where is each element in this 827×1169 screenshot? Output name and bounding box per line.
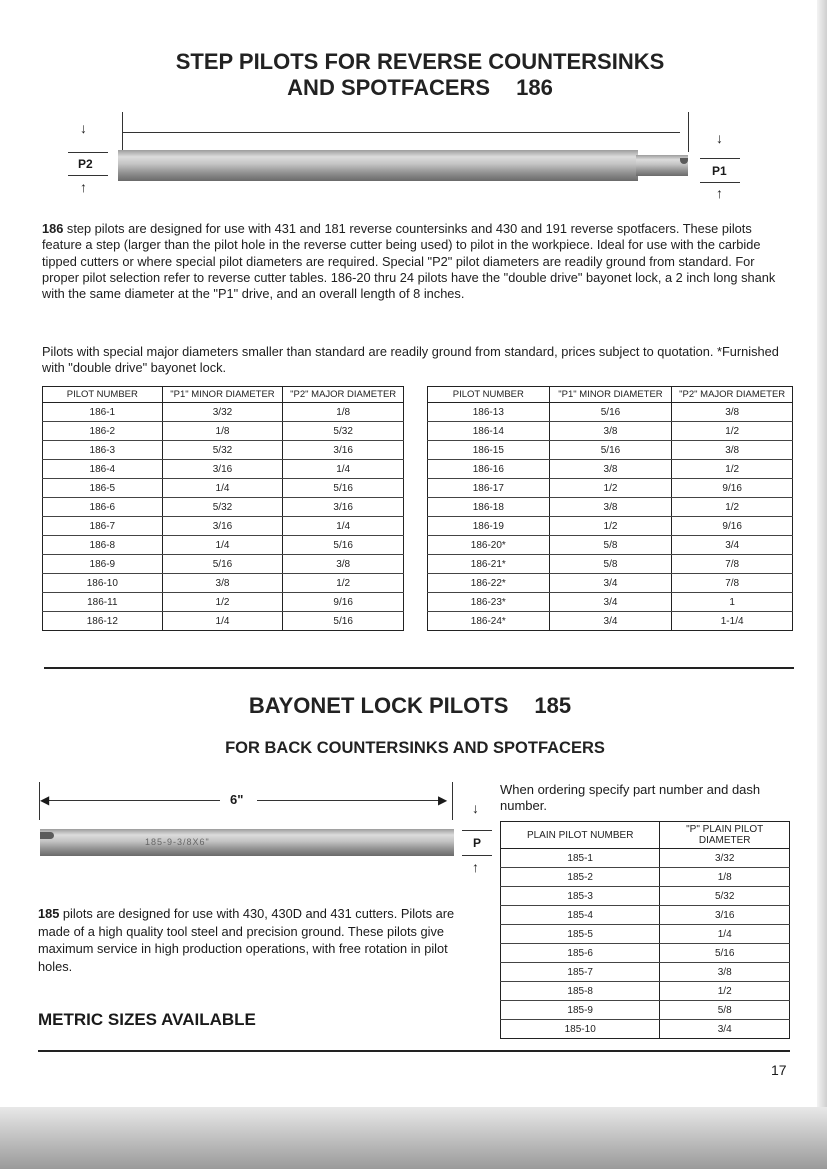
title-line-2: AND SPOTFACERS	[287, 75, 491, 100]
bayonet-rod	[40, 829, 454, 856]
table-row	[43, 574, 404, 593]
table-cell: 3/16	[283, 441, 404, 460]
table-cell: 3/32	[162, 403, 283, 422]
table-cell: 186-8	[43, 536, 163, 555]
title-line-1: STEP PILOTS FOR REVERSE COUNTERSINKS	[175, 49, 665, 74]
step-desc-num: 186	[42, 221, 64, 236]
table-cell: 9/16	[283, 593, 404, 612]
length-label: 6"	[230, 792, 244, 807]
table-cell: 1/4	[162, 612, 283, 631]
scan-edge-right	[817, 0, 827, 1169]
arrow-down-icon: ↓	[472, 800, 479, 816]
table-cell: 5/16	[660, 944, 790, 963]
table-cell: 5/32	[162, 441, 283, 460]
p1-dim-line-bottom	[700, 182, 740, 183]
table-cell: 186-3	[43, 441, 163, 460]
table-row	[43, 517, 404, 536]
table-cell: 185-7	[501, 963, 660, 982]
table-cell: 5/8	[549, 555, 672, 574]
table-cell: 185-8	[501, 982, 660, 1001]
table-cell: 186-22*	[428, 574, 550, 593]
table-cell: 9/16	[672, 479, 793, 498]
table-cell: 186-16	[428, 460, 550, 479]
table-cell: 3/8	[549, 498, 672, 517]
table-row	[501, 944, 790, 963]
table-cell: 3/16	[660, 906, 790, 925]
table-header-row	[501, 822, 790, 849]
table-row	[501, 963, 790, 982]
section-divider	[44, 667, 794, 669]
length-tick-right	[452, 782, 453, 820]
table-row	[428, 422, 793, 441]
table-cell: 7/8	[672, 574, 793, 593]
step-pilots-title	[100, 49, 740, 101]
table-cell: 186-1	[43, 403, 163, 422]
table-row	[501, 1020, 790, 1039]
table-cell: 1/2	[672, 498, 793, 517]
table-cell: 5/32	[283, 422, 404, 441]
header-p1-minor: "P1" MINOR DIAMETER	[162, 387, 283, 403]
order-note: When ordering specify part number and dash number.	[500, 782, 761, 813]
step-description	[42, 221, 792, 302]
table-cell: 5/16	[283, 612, 404, 631]
table-cell: 186-5	[43, 479, 163, 498]
table-cell: 3/8	[549, 460, 672, 479]
bayonet-table	[500, 821, 790, 1039]
table-cell: 3/16	[162, 460, 283, 479]
table-cell: 5/8	[660, 1001, 790, 1020]
table-row	[501, 849, 790, 868]
scan-edge-bottom	[0, 1107, 827, 1169]
arrow-down-icon: ↓	[80, 120, 87, 136]
table-cell: 1/4	[283, 517, 404, 536]
table-cell: 5/8	[549, 536, 672, 555]
footer-divider	[38, 1050, 790, 1052]
table-cell: 186-9	[43, 555, 163, 574]
table-cell: 3/4	[549, 593, 672, 612]
header-p2-major: "P2" MAJOR DIAMETER	[283, 387, 404, 403]
arrow-left-icon: ◀	[40, 793, 50, 807]
table-cell: 1/8	[162, 422, 283, 441]
table-cell: 1/4	[283, 460, 404, 479]
table-cell: 186-11	[43, 593, 163, 612]
table-row	[43, 479, 404, 498]
bayonet-title	[150, 693, 670, 719]
bayonet-title-text: BAYONET LOCK PILOTS	[248, 693, 509, 718]
table-cell: 1/8	[283, 403, 404, 422]
table-cell: 185-10	[501, 1020, 660, 1039]
table-cell: 186-10	[43, 574, 163, 593]
arrow-up-icon: ↑	[716, 185, 723, 201]
table-cell: 3/4	[549, 612, 672, 631]
page-number: 17	[771, 1062, 787, 1078]
table-cell: 1/4	[162, 536, 283, 555]
table-cell: 1	[672, 593, 793, 612]
header-pilot-number: PILOT NUMBER	[428, 387, 550, 403]
table-row	[501, 887, 790, 906]
table-cell: 1-1/4	[672, 612, 793, 631]
table-cell: 185-2	[501, 868, 660, 887]
table-cell: 5/16	[283, 479, 404, 498]
length-line	[122, 132, 680, 133]
bayonet-rod-slot	[40, 832, 54, 839]
table-cell: 3/4	[660, 1020, 790, 1039]
length-tick-right	[688, 112, 689, 152]
header-plain-pilot-diameter: "P" PLAIN PILOT DIAMETER	[660, 822, 790, 849]
table-row	[501, 925, 790, 944]
table-header-row	[43, 387, 404, 403]
title-number: 186	[516, 75, 553, 100]
table-row	[43, 536, 404, 555]
header-pilot-number: PILOT NUMBER	[43, 387, 163, 403]
table-row	[428, 498, 793, 517]
table-cell: 1/2	[672, 422, 793, 441]
length-line-right	[257, 800, 443, 801]
table-cell: 186-23*	[428, 593, 550, 612]
p-label: P	[473, 836, 482, 850]
table-cell: 186-24*	[428, 612, 550, 631]
table-cell: 3/8	[672, 403, 793, 422]
table-cell: 186-13	[428, 403, 550, 422]
table-cell: 5/16	[549, 403, 672, 422]
table-cell: 186-7	[43, 517, 163, 536]
table-cell: 3/8	[283, 555, 404, 574]
bayonet-title-number: 185	[534, 693, 572, 718]
table-row	[428, 574, 793, 593]
table-row	[43, 403, 404, 422]
table-cell: 186-6	[43, 498, 163, 517]
table-cell: 186-17	[428, 479, 550, 498]
table-row	[428, 536, 793, 555]
table-cell: 186-21*	[428, 555, 550, 574]
table-cell: 185-6	[501, 944, 660, 963]
table-row	[501, 982, 790, 1001]
table-cell: 186-15	[428, 441, 550, 460]
table-cell: 3/8	[549, 422, 672, 441]
table-cell: 5/16	[283, 536, 404, 555]
table-cell: 1/4	[660, 925, 790, 944]
p2-dim-line-top	[68, 152, 108, 153]
table-cell: 7/8	[672, 555, 793, 574]
arrow-up-icon: ↑	[472, 859, 479, 875]
bayonet-description	[38, 905, 478, 975]
arrow-up-icon: ↑	[80, 179, 87, 195]
table-row	[501, 1001, 790, 1020]
table-row	[428, 441, 793, 460]
table-row	[43, 555, 404, 574]
table-cell: 1/2	[283, 574, 404, 593]
table-row	[428, 460, 793, 479]
table-cell: 3/16	[162, 517, 283, 536]
table-row	[43, 612, 404, 631]
step-table-left	[42, 386, 404, 631]
table-cell: 185-9	[501, 1001, 660, 1020]
length-line-left	[42, 800, 220, 801]
table-row	[428, 593, 793, 612]
table-cell: 1/2	[549, 479, 672, 498]
table-row	[428, 517, 793, 536]
pilot-rod-major	[118, 150, 638, 181]
header-p1-minor: "P1" MINOR DIAMETER	[549, 387, 672, 403]
table-cell: 186-14	[428, 422, 550, 441]
table-cell: 186-12	[43, 612, 163, 631]
table-cell: 5/32	[162, 498, 283, 517]
p-dim-line-bottom	[462, 855, 492, 856]
table-cell: 5/32	[660, 887, 790, 906]
table-cell: 185-4	[501, 906, 660, 925]
table-row	[428, 612, 793, 631]
arrow-right-icon: ▶	[438, 793, 448, 807]
table-cell: 3/4	[672, 536, 793, 555]
bayonet-subtitle: FOR BACK COUNTERSINKS AND SPOTFACERS	[225, 739, 605, 757]
table-cell: 185-1	[501, 849, 660, 868]
table-cell: 1/2	[162, 593, 283, 612]
table-row	[43, 593, 404, 612]
table-row	[428, 403, 793, 422]
table-cell: 1/8	[660, 868, 790, 887]
table-cell: 186-19	[428, 517, 550, 536]
step-table-right	[427, 386, 793, 631]
table-row	[43, 460, 404, 479]
table-cell: 5/16	[162, 555, 283, 574]
rod-marking: 185-9-3/8X6"	[145, 837, 210, 847]
table-cell: 3/32	[660, 849, 790, 868]
p-dim-line-top	[462, 830, 492, 831]
title-line-2-wrap	[100, 75, 740, 101]
table-row	[43, 441, 404, 460]
table-cell: 3/16	[283, 498, 404, 517]
table-cell: 185-3	[501, 887, 660, 906]
table-cell: 185-5	[501, 925, 660, 944]
table-row	[428, 555, 793, 574]
table-cell: 1/2	[660, 982, 790, 1001]
table-cell: 186-20*	[428, 536, 550, 555]
table-row	[501, 868, 790, 887]
table-cell: 186-4	[43, 460, 163, 479]
header-plain-pilot-number: PLAIN PILOT NUMBER	[501, 822, 660, 849]
table-cell: 3/8	[672, 441, 793, 460]
table-cell: 3/8	[162, 574, 283, 593]
metric-sizes-heading: METRIC SIZES AVAILABLE	[38, 1010, 256, 1029]
arrow-down-icon: ↓	[716, 130, 723, 146]
table-row	[501, 906, 790, 925]
bayonet-desc-text: pilots are designed for use with 430, 430D and 431 cutters. Pilots are made of a high quality tool steel and precision ground. These pilots give maximum service in high production operations, with free rotation in pilot holes.	[38, 906, 455, 974]
table-header-row	[428, 387, 793, 403]
p2-label: P2	[78, 157, 93, 171]
table-cell: 186-2	[43, 422, 163, 441]
table-cell: 9/16	[672, 517, 793, 536]
p2-dim-line-bottom	[68, 175, 108, 176]
step-note: Pilots with special major diameters smaller than standard are readily ground from standard, prices subject to quotation. *Furnished with "double drive" bayonet lock.	[42, 344, 779, 376]
table-cell: 1/4	[162, 479, 283, 498]
table-cell: 3/4	[549, 574, 672, 593]
table-cell: 3/8	[660, 963, 790, 982]
table-cell: 186-18	[428, 498, 550, 517]
p1-label: P1	[712, 164, 727, 178]
header-p2-major: "P2" MAJOR DIAMETER	[672, 387, 793, 403]
table-row	[428, 479, 793, 498]
bayonet-desc-num: 185	[38, 906, 60, 921]
table-cell: 1/2	[672, 460, 793, 479]
table-row	[43, 498, 404, 517]
p1-dim-line-top	[700, 158, 740, 159]
table-cell: 1/2	[549, 517, 672, 536]
table-cell: 5/16	[549, 441, 672, 460]
table-row	[43, 422, 404, 441]
step-desc-text: step pilots are designed for use with 431 and 181 reverse countersinks and 430 and 191 reverse spotfacers. These pilots feature a step (larger than the pilot hole in the reverse cutter being used) to pilot in the workpiece. Ideal for use with the carbide tipped cutters or where special pilot diameters are required. Special "P2" pilot diameters are readily ground from standard. For proper pilot selection refer to reverse cutter tables. 186-20 thru 24 pilots have the "double drive" bayonet lock, a 2 inch long shank with the same diameter at the "P1" drive, and an overall length of 8 inches.	[42, 221, 776, 302]
